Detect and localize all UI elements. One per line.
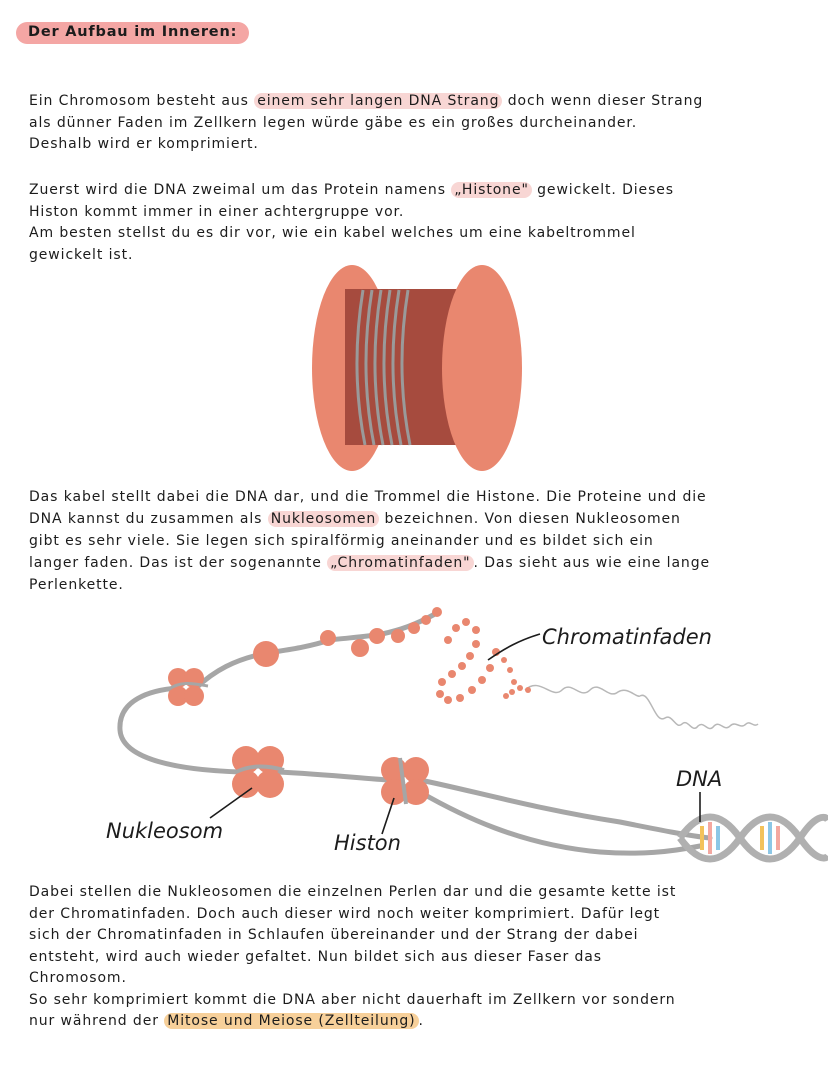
chromatin-beads	[253, 607, 442, 667]
label-chromatinfaden: Chromatinfaden	[542, 625, 712, 649]
cable-spool-icon	[312, 265, 522, 471]
highlight-histone: „Histone"	[451, 182, 532, 198]
dna-strand	[120, 614, 710, 853]
chromatin-loop	[436, 618, 531, 704]
nucleosome-cluster-1	[168, 668, 208, 706]
highlight-dna-strand: einem sehr langen DNA Strang	[254, 93, 502, 109]
paragraph-summary: Dabei stellen die Nukleosomen die einzelnen Perlen dar und die gesamte kette ist der Chromatinfaden. Doch auch dieser wird noch weiter komprimiert. Dafür legt sich der Chromatinfaden in Schlaufen übereinander und der Strang der dabei entsteht, wird auch wieder gefaltet. Nun bildet sich aus dieser Faser das Chromosom. So sehr komprimiert kommt die DNA aber nicht dauerhaft im Zellkern vor sondern nur während der Mitose und Meiose (Zellteilung) .	[29, 884, 677, 1029]
label-pointers	[210, 634, 700, 834]
highlight-chromatinfaden: „Chromatinfaden"	[327, 555, 473, 571]
dna-helix	[680, 817, 828, 859]
nucleosome-cluster-2	[232, 746, 284, 798]
highlight-mitose-meiose: Mitose und Meiose (Zellteilung)	[164, 1013, 418, 1029]
histone-cluster	[381, 757, 429, 805]
page-heading: Der Aufbau im Inneren:	[16, 22, 249, 44]
paragraph-nucleosome: Das kabel stellt dabei die DNA dar, und die Trommel die Histone. Die Proteine und die DNA kannst du zusammen als Nukleosomen bezeichnen. Von diesen Nukleosomen gibt es sehr viele. Sie legen sich spiralförmig aneinander und es bildet sich ein langer faden. Das ist der sogenannte „Chromatinfaden" . Das sieht aus wie eine lange Perlenkette.	[29, 489, 711, 593]
label-dna: DNA	[676, 767, 723, 791]
paragraph-histone: Zuerst wird die DNA zweimal um das Protein namens „Histone" gewickelt. Dieses Histon kommt immer in einer achtergruppe vor. Am besten stellst du es dir vor, wie ein kabel welches um eine kabeltrommel gewickelt ist.	[29, 182, 674, 263]
label-nukleosom: Nukleosom	[106, 819, 224, 843]
highlight-nukleosomen: Nukleosomen	[268, 511, 379, 527]
paragraph-intro: Ein Chromosom besteht aus einem sehr langen DNA Strang doch wenn dieser Strang als dünner Faden im Zellkern legen würde gäbe es ein großes durcheinander. Deshalb wird er komprimiert.	[29, 93, 704, 152]
dna-coil	[525, 685, 758, 728]
label-histon: Histon	[334, 831, 401, 855]
